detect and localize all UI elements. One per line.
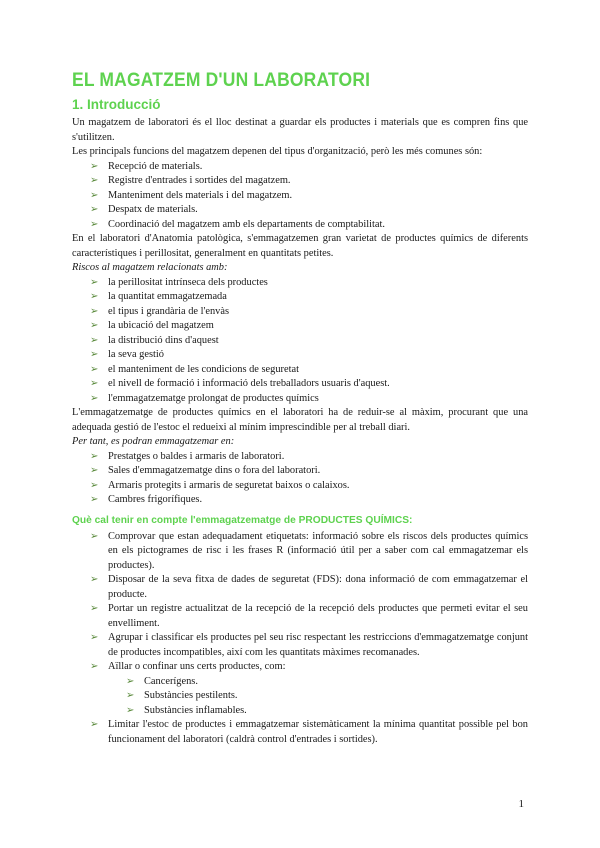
list-item: ➢ Comprovar que estan adequadament etiquetats: informació sobre els riscos dels productes químics en els pictogrames de risc i les frases R (informació útil per a saber com cal emmagatzemar els productes). bbox=[90, 530, 528, 571]
arrow-right-icon: ➢ bbox=[90, 160, 99, 172]
arrow-right-icon: ➢ bbox=[90, 363, 99, 375]
document-title: EL MAGATZEM D'UN LABORATORI bbox=[72, 70, 371, 91]
page-number: 1 bbox=[518, 798, 524, 810]
list-item: ➢ el tipus i grandària de l'envàs bbox=[72, 305, 528, 320]
intro-paragraph: Un magatzem de laboratori és el lloc destinat a guardar els productes i materials que es compren fins que s'utilitzen. bbox=[72, 117, 528, 143]
list-item: ➢ l'emmagatzematge prolongat de productes químics bbox=[72, 392, 528, 407]
list-item: ➢ la distribució dins d'aquest bbox=[72, 334, 528, 349]
list-item: ➢ Substàncies inflamables. bbox=[72, 704, 528, 719]
chemicals-list-end bbox=[72, 718, 528, 747]
list-item: ➢ Substàncies pestilents. bbox=[72, 689, 528, 704]
storage-list bbox=[72, 450, 528, 508]
functions-paragraph: Les principals funcions del magatzem depenen del tipus d'organització, però les més comunes són: bbox=[72, 146, 483, 157]
section-heading-chemicals: Què cal tenir en compte l'emmagatzematge de PRODUCTES QUÍMICS: bbox=[72, 514, 413, 526]
chemicals-list bbox=[72, 530, 528, 675]
arrow-right-icon: ➢ bbox=[126, 704, 135, 716]
arrow-right-icon: ➢ bbox=[90, 291, 99, 302]
list-item: ➢ Cambres frigorífiques. bbox=[72, 493, 528, 508]
arrow-right-icon: ➢ bbox=[90, 465, 99, 476]
arrow-right-icon: ➢ bbox=[90, 276, 99, 288]
list-item: ➢ Armaris protegits i armaris de seguretat baixos o calaixos. bbox=[72, 479, 528, 494]
functions-list bbox=[72, 160, 528, 233]
list-item: ➢ Cancerígens. bbox=[72, 675, 528, 690]
arrow-right-icon: ➢ bbox=[90, 661, 99, 672]
arrow-right-icon: ➢ bbox=[90, 530, 99, 542]
risks-intro: Riscos al magatzem relacionats amb: bbox=[72, 262, 228, 273]
list-item: ➢ la seva gestió bbox=[72, 348, 528, 363]
list-item: ➢ Prestatges o baldes i armaris de laboratori. bbox=[72, 450, 528, 465]
arrow-right-icon: ➢ bbox=[90, 349, 99, 360]
arrow-right-icon: ➢ bbox=[90, 175, 99, 186]
arrow-right-icon: ➢ bbox=[90, 305, 99, 317]
list-item: ➢ el manteniment de les condicions de seguretat bbox=[72, 363, 528, 378]
arrow-right-icon: ➢ bbox=[90, 450, 99, 462]
list-item: ➢ Recepció de materials. bbox=[72, 160, 528, 175]
reduction-paragraph: L'emmagatzematge de productes químics en el laboratori ha de reduir-se al màxim, procurant que una adequada gestió de l'estoc el redueixi al mínim imprescindible per al treball diari. bbox=[72, 407, 528, 433]
arrow-right-icon: ➢ bbox=[90, 392, 99, 404]
list-item: ➢ Portar un registre actualitzat de la recepció de la recepció dels productes que permeti evitar el seu envelliment. bbox=[90, 603, 528, 629]
list-item: ➢ el nivell de formació i informació dels treballadors usuaris d'aquest. bbox=[72, 377, 528, 392]
list-item: ➢ Agrupar i classificar els productes pel seu risc respectant les restriccions d'emmagatzematge conjunt de productes incompatibles, així com les quantitats màximes recomanades. bbox=[90, 632, 528, 658]
arrow-right-icon: ➢ bbox=[90, 204, 99, 215]
arrow-right-icon: ➢ bbox=[126, 675, 135, 687]
list-item: ➢ Registre d'entrades i sortides del magatzem. bbox=[72, 174, 528, 189]
storage-intro: Per tant, es podran emmagatzemar en: bbox=[72, 436, 235, 447]
section-heading-introduction: 1. Introducció bbox=[72, 97, 161, 112]
arrow-right-icon: ➢ bbox=[90, 479, 99, 491]
risks-list bbox=[72, 276, 528, 407]
arrow-right-icon: ➢ bbox=[90, 218, 99, 230]
list-item: ➢ la quantitat emmagatzemada bbox=[72, 290, 528, 305]
arrow-right-icon: ➢ bbox=[90, 574, 99, 585]
arrow-right-icon: ➢ bbox=[90, 603, 99, 614]
arrow-right-icon: ➢ bbox=[126, 690, 135, 701]
arrow-right-icon: ➢ bbox=[90, 378, 99, 389]
list-item: ➢ Manteniment dels materials i del magatzem. bbox=[72, 189, 528, 204]
arrow-right-icon: ➢ bbox=[90, 719, 99, 730]
arrow-right-icon: ➢ bbox=[90, 334, 99, 346]
list-item: ➢ Coordinació del magatzem amb els departaments de comptabilitat. bbox=[72, 218, 528, 233]
arrow-right-icon: ➢ bbox=[90, 320, 99, 331]
list-item: ➢ la ubicació del magatzem bbox=[72, 319, 528, 334]
list-item: ➢ la perillositat intrínseca dels productes bbox=[72, 276, 528, 291]
list-item: ➢ Disposar de la seva fitxa de dades de seguretat (FDS): dona informació de com emmagatzemar el producte. bbox=[90, 574, 528, 600]
isolation-sublist bbox=[72, 675, 528, 719]
list-item: ➢ Sales d'emmagatzematge dins o fora del laboratori. bbox=[72, 464, 528, 479]
arrow-right-icon: ➢ bbox=[90, 494, 99, 505]
list-item: ➢ Despatx de materials. bbox=[72, 203, 528, 218]
page-content bbox=[72, 70, 528, 747]
pathology-paragraph: En el laboratori d'Anatomia patològica, s'emmagatzemen gran varietat de productes químics de diferents característiques i perillositat, generalment en quantitats petites. bbox=[72, 233, 528, 259]
list-item: ➢ Aïllar o confinar uns certs productes, com: bbox=[72, 660, 528, 675]
arrow-right-icon: ➢ bbox=[90, 632, 99, 643]
arrow-right-icon: ➢ bbox=[90, 189, 99, 201]
list-item: ➢ Limitar l'estoc de productes i emmagatzemar sistemàticament la mínima quantitat possible pel bon funcionament del laboratori (caldrà control d'entrades i sortides). bbox=[90, 719, 528, 745]
